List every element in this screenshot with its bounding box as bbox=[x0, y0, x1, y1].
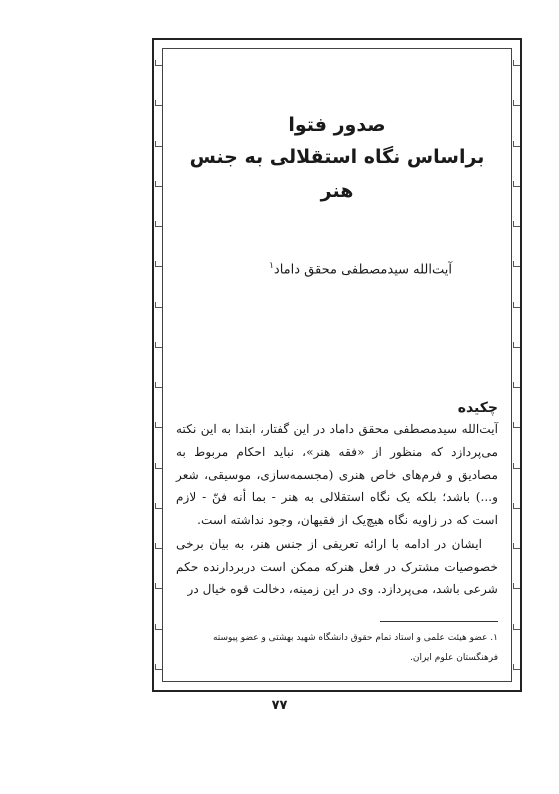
article-subtitle: براساس نگاه استقلالی به جنس هنر bbox=[189, 146, 485, 202]
border-notches-left bbox=[152, 60, 164, 670]
page-number: ٧٧ bbox=[271, 698, 288, 713]
article-title: صدور فتوا bbox=[288, 114, 386, 136]
author-line bbox=[176, 256, 452, 280]
page-content bbox=[176, 60, 498, 668]
author-footnote-marker: ١ bbox=[269, 261, 274, 271]
footnote: ١. عضو هیئت علمی و استاد تمام حقوق دانشگاه شهید بهشتی و عضو پیوسته فرهنگستان علوم ایران. bbox=[212, 633, 498, 664]
abstract-paragraph-1: آیت‌الله سیدمصطفی محقق داماد در این گفتار، ابتدا به این نکته می‌پردازد که منظور از «فقه هنر»، نباید احکام مربوط به مصادیق و فرم‌های خاص هنری (مجسمه‌سازی، موسیقی، شعر و...) باشد؛ بلکه یک نگاه استقلالی به هنر - بما أنه فنّ - لازم است که در زاویه نگاه هیچ‌یک از فقیهان، وجود نداشته است. bbox=[176, 422, 498, 527]
abstract-paragraph-2: ایشان در ادامه با ارائه تعریفی از جنس هنر، به بیان برخی خصوصیات مشترک در فعل هنرکه ممکن است دربردارنده حکم شرعی باشد، می‌پردازد. وی در این زمینه، دخالت قوه خیال در bbox=[176, 537, 498, 597]
author-name: آیت‌الله سیدمصطفی محقق داماد bbox=[273, 262, 452, 278]
abstract-heading: چکیده bbox=[457, 400, 498, 417]
border-notches-right bbox=[510, 60, 522, 670]
footnote-divider bbox=[380, 621, 498, 622]
